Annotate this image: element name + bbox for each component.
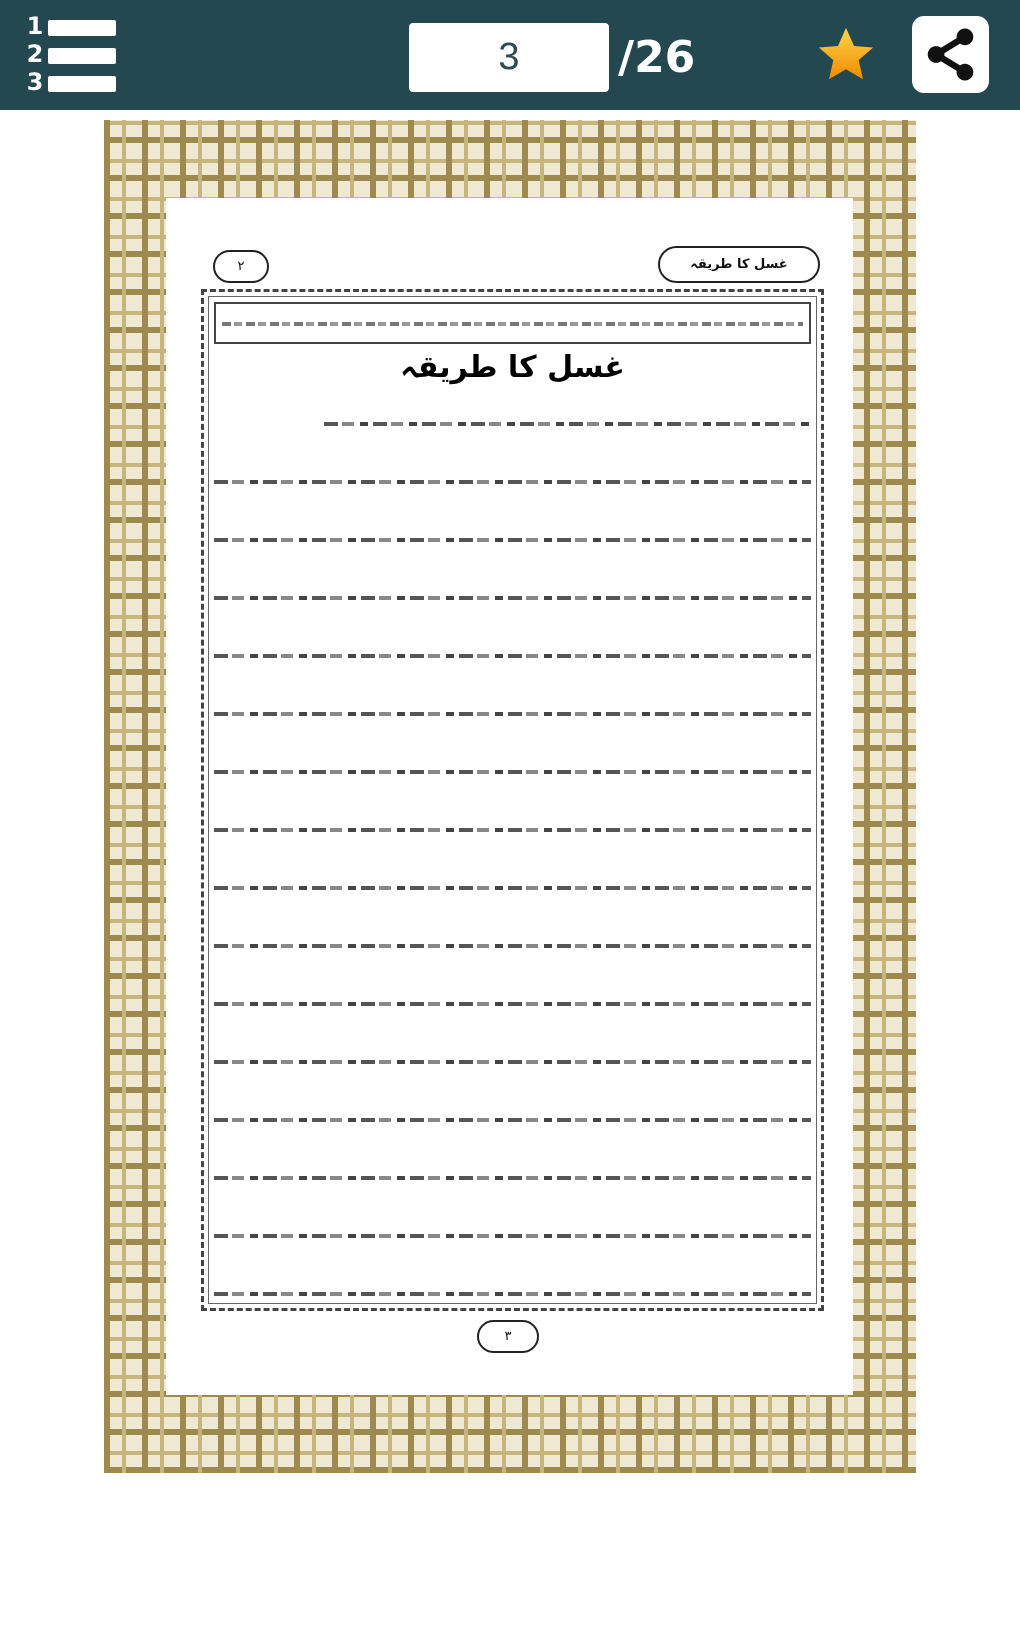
page-content: [201, 289, 824, 1311]
menu-bar: [48, 48, 116, 64]
menu-bar: [48, 76, 116, 92]
page-number-input[interactable]: [409, 23, 609, 92]
table-of-contents-button[interactable]: [26, 12, 118, 100]
menu-bar: [48, 20, 116, 36]
toolbar: [0, 0, 1020, 110]
share-icon: [912, 16, 989, 93]
menu-number: 2: [26, 40, 44, 68]
star-icon[interactable]: [815, 24, 877, 86]
total-pages: /26: [618, 32, 696, 83]
header-page-number: ٢: [213, 250, 269, 283]
menu-number: 3: [26, 68, 44, 96]
header-chapter-title: غسل کا طریقہ: [658, 246, 820, 283]
footer-page-number: ٣: [477, 1320, 539, 1353]
chapter-heading: غسل کا طریقہ: [400, 350, 625, 385]
footnote-box: [214, 302, 811, 344]
share-button[interactable]: [912, 16, 989, 93]
body-text: [214, 422, 811, 1350]
menu-number: 1: [26, 12, 44, 40]
